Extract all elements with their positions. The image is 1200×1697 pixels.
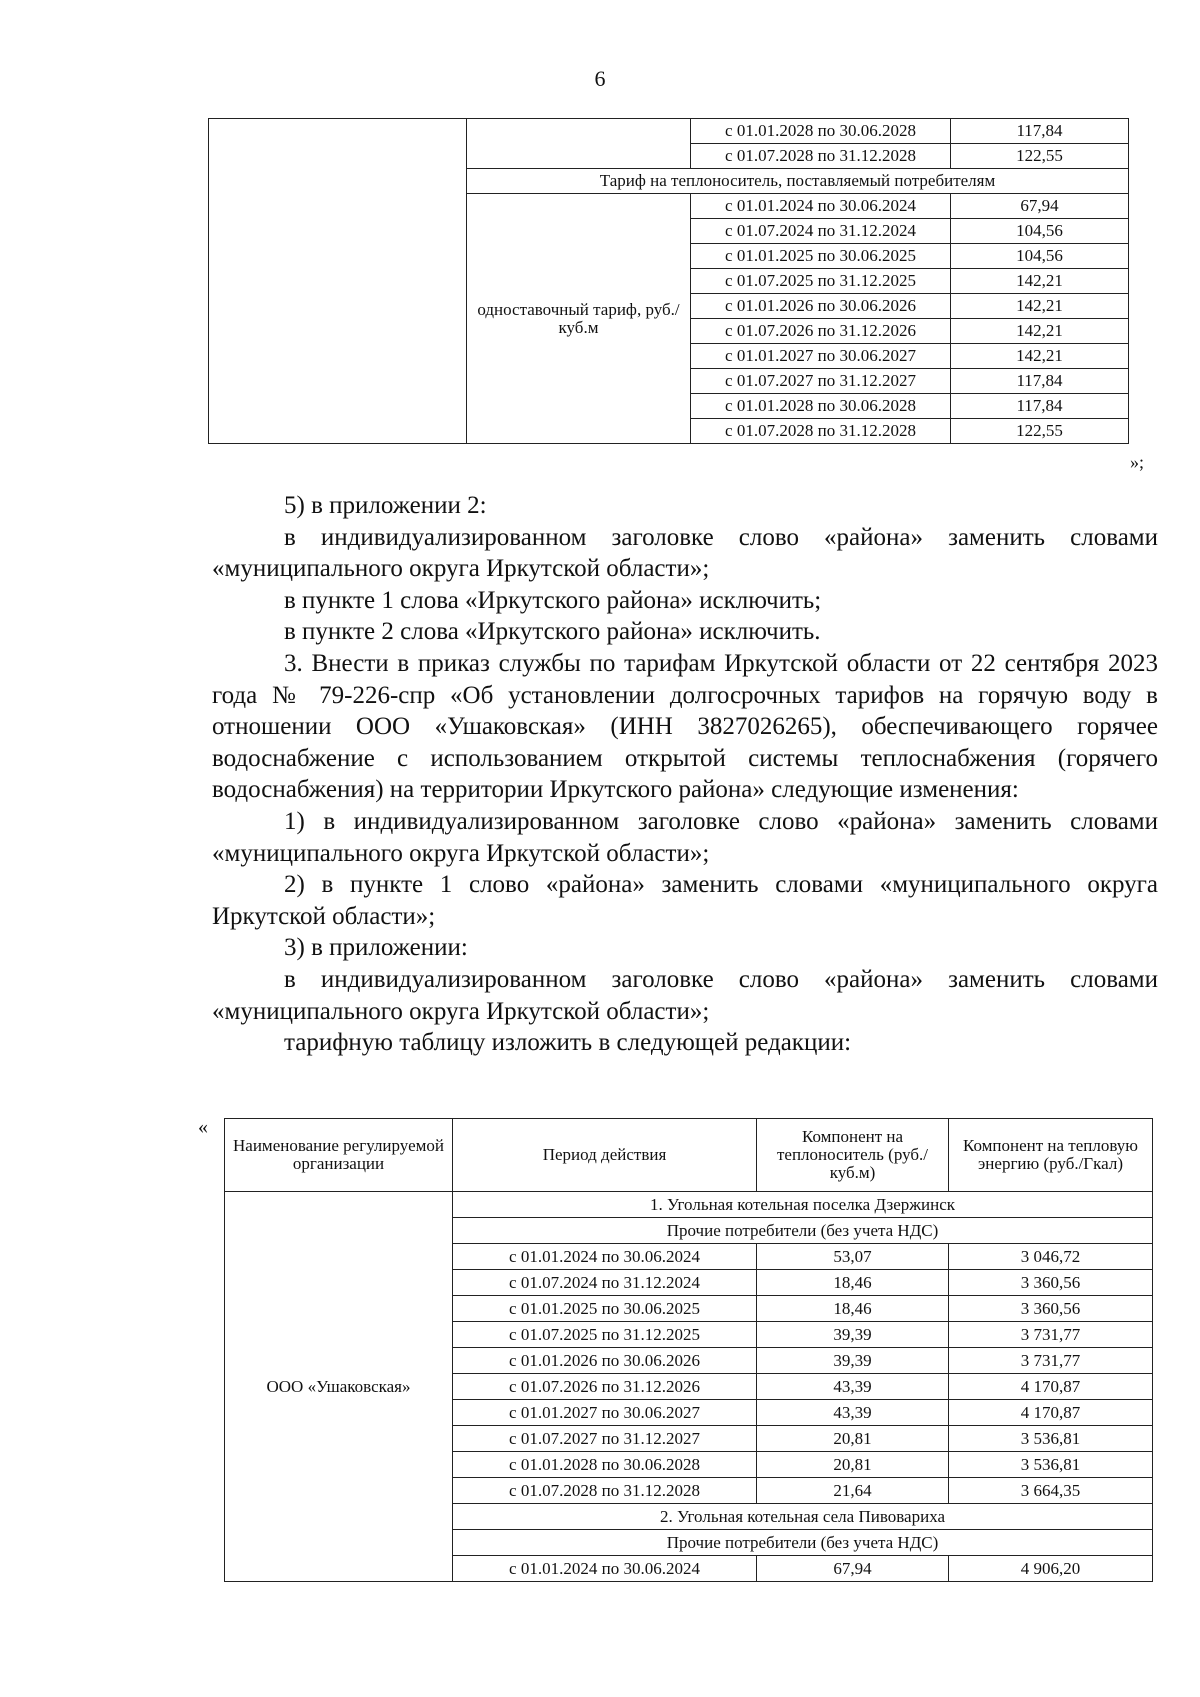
paragraph: 3. Внести в приказ службы по тарифам Иркутской области от 22 сентября 2023 года № 79-226-спр «Об установлении долгосрочных тарифов на горячую воду в отношении ООО «Ушаковская» (ИНН 3827026265), обеспечивающего горячее водоснабжение с использованием открытой системы теплоснабжения (горячего водоснабжения) на территории Иркутского района» следующие изменения:	[212, 649, 1158, 804]
period-cell: с 01.07.2028 по 31.12.2028	[691, 419, 951, 444]
org-cell-empty	[209, 119, 467, 444]
value-cell: 122,55	[951, 419, 1129, 444]
period-cell: с 01.07.2024 по 31.12.2024	[453, 1270, 757, 1296]
paragraph: в пункте 2 слова «Иркутского района» исключить.	[284, 618, 821, 646]
column-header-period: Период действия	[453, 1119, 757, 1192]
tariff-label: одноставочный тариф, руб./куб.м	[467, 194, 691, 444]
value-cell: 122,55	[951, 144, 1129, 169]
opening-quote-mark: «	[198, 1116, 208, 1138]
section-title: 2. Угольная котельная села Пивовариха	[453, 1504, 1153, 1530]
paragraph: 1) в индивидуализированном заголовке слово «района» заменить словами «муниципального округа Иркутской области»;	[212, 807, 1158, 867]
value-cell: 117,84	[951, 394, 1129, 419]
table-header-row	[225, 1119, 1153, 1192]
energy-cell: 4 170,87	[949, 1374, 1153, 1400]
value-cell: 104,56	[951, 219, 1129, 244]
value-cell: 117,84	[951, 369, 1129, 394]
period-cell: с 01.01.2027 по 30.06.2027	[453, 1400, 757, 1426]
section-header: Тариф на теплоноситель, поставляемый потребителям	[467, 169, 1129, 194]
period-cell: с 01.01.2025 по 30.06.2025	[691, 244, 951, 269]
energy-cell: 3 664,35	[949, 1478, 1153, 1504]
column-header-org: Наименование регулируемой организации	[225, 1119, 453, 1192]
energy-cell: 4 170,87	[949, 1400, 1153, 1426]
tariff-table-continuation	[208, 118, 1129, 444]
energy-cell: 4 906,20	[949, 1556, 1153, 1582]
coolant-cell: 21,64	[757, 1478, 949, 1504]
paragraph: 2) в пункте 1 слово «района» заменить словами «муниципального округа Иркутской области»;	[212, 871, 1158, 930]
paragraph: в индивидуализированном заголовке слово «района» заменить словами «муниципального округа Иркутской области»;	[212, 965, 1158, 1025]
paragraph: в пункте 1 слова «Иркутского района» исключить;	[284, 586, 822, 614]
coolant-cell: 18,46	[757, 1296, 949, 1322]
period-cell: с 01.07.2024 по 31.12.2024	[691, 219, 951, 244]
period-cell: с 01.01.2024 по 30.06.2024	[453, 1556, 757, 1582]
energy-cell: 3 536,81	[949, 1426, 1153, 1452]
period-cell: с 01.07.2026 по 31.12.2026	[453, 1374, 757, 1400]
table-row	[225, 1192, 1153, 1218]
label-cell-empty	[467, 119, 691, 169]
value-cell: 142,21	[951, 344, 1129, 369]
coolant-cell: 43,39	[757, 1400, 949, 1426]
period-cell: с 01.07.2025 по 31.12.2025	[453, 1322, 757, 1348]
coolant-cell: 43,39	[757, 1374, 949, 1400]
period-cell: с 01.01.2028 по 30.06.2028	[691, 119, 951, 144]
section-subtitle: Прочие потребители (без учета НДС)	[453, 1530, 1153, 1556]
energy-cell: 3 046,72	[949, 1244, 1153, 1270]
coolant-cell: 20,81	[757, 1426, 949, 1452]
coolant-cell: 20,81	[757, 1452, 949, 1478]
period-cell: с 01.07.2026 по 31.12.2026	[691, 319, 951, 344]
coolant-cell: 67,94	[757, 1556, 949, 1582]
coolant-cell: 39,39	[757, 1322, 949, 1348]
period-cell: с 01.07.2028 по 31.12.2028	[691, 144, 951, 169]
energy-cell: 3 360,56	[949, 1296, 1153, 1322]
value-cell: 142,21	[951, 269, 1129, 294]
section-title: 1. Угольная котельная поселка Дзержинск	[453, 1192, 1153, 1218]
paragraph: в индивидуализированном заголовке слово «района» заменить словами «муниципального округа Иркутской области»;	[212, 523, 1158, 583]
paragraph: 5) в приложении 2:	[284, 492, 487, 519]
period-cell: с 01.07.2027 по 31.12.2027	[453, 1426, 757, 1452]
page-number: 6	[594, 66, 606, 91]
period-cell: с 01.01.2028 по 30.06.2028	[453, 1452, 757, 1478]
energy-cell: 3 731,77	[949, 1322, 1153, 1348]
tariff-table	[224, 1118, 1153, 1582]
energy-cell: 3 536,81	[949, 1452, 1153, 1478]
value-cell: 104,56	[951, 244, 1129, 269]
period-cell: с 01.07.2028 по 31.12.2028	[453, 1478, 757, 1504]
paragraph: тарифную таблицу изложить в следующей редакции:	[284, 1029, 852, 1057]
period-cell: с 01.07.2027 по 31.12.2027	[691, 369, 951, 394]
period-cell: с 01.01.2024 по 30.06.2024	[453, 1244, 757, 1270]
organization-name: ООО «Ушаковская»	[225, 1192, 453, 1582]
column-header-energy: Компонент на тепловую энергию (руб./Гкал)	[949, 1119, 1153, 1192]
section-subtitle: Прочие потребители (без учета НДС)	[453, 1218, 1153, 1244]
value-cell: 142,21	[951, 294, 1129, 319]
period-cell: с 01.07.2025 по 31.12.2025	[691, 269, 951, 294]
paragraph: 3) в приложении:	[284, 934, 468, 962]
period-cell: с 01.01.2027 по 30.06.2027	[691, 344, 951, 369]
energy-cell: 3 731,77	[949, 1348, 1153, 1374]
value-cell: 142,21	[951, 319, 1129, 344]
table-row	[209, 119, 1129, 144]
period-cell: с 01.01.2024 по 30.06.2024	[691, 194, 951, 219]
closing-quote-mark: »;	[1130, 452, 1145, 472]
coolant-cell: 53,07	[757, 1244, 949, 1270]
value-cell: 67,94	[951, 194, 1129, 219]
coolant-cell: 39,39	[757, 1348, 949, 1374]
energy-cell: 3 360,56	[949, 1270, 1153, 1296]
period-cell: с 01.01.2028 по 30.06.2028	[691, 394, 951, 419]
period-cell: с 01.01.2026 по 30.06.2026	[691, 294, 951, 319]
body-text	[212, 490, 1158, 1059]
period-cell: с 01.01.2025 по 30.06.2025	[453, 1296, 757, 1322]
coolant-cell: 18,46	[757, 1270, 949, 1296]
value-cell: 117,84	[951, 119, 1129, 144]
period-cell: с 01.01.2026 по 30.06.2026	[453, 1348, 757, 1374]
column-header-coolant: Компонент на теплоноситель (руб./куб.м)	[757, 1119, 949, 1192]
